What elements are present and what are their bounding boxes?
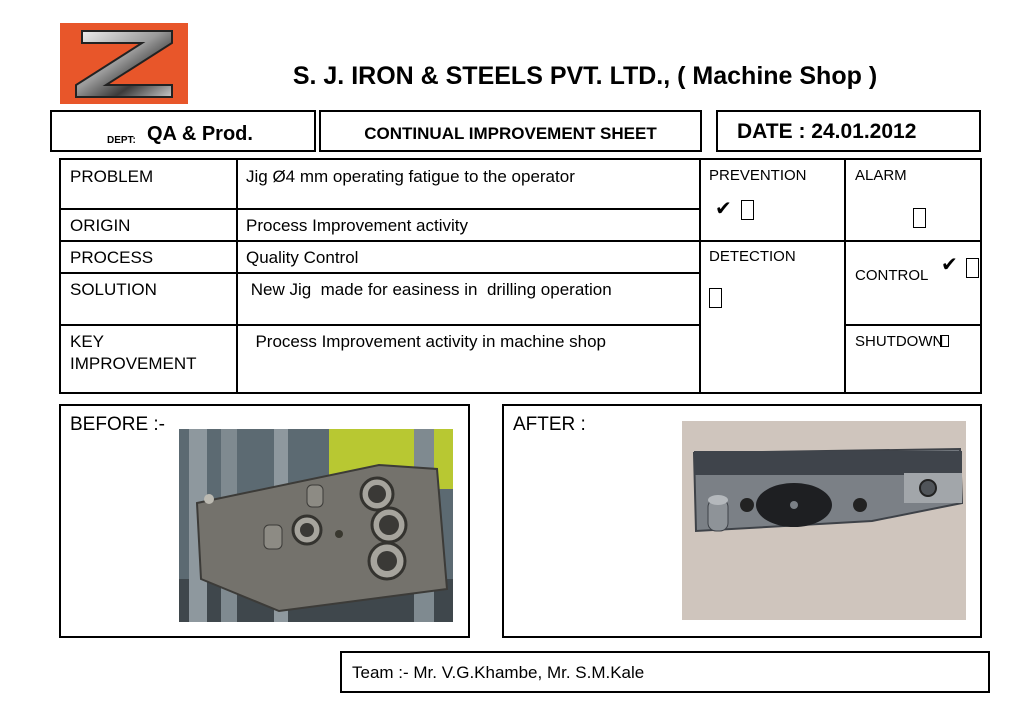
row-value-origin: Process Improvement activity [246, 216, 469, 235]
dept-value: QA & Prod. [147, 123, 253, 145]
team-members: Team :- Mr. V.G.Khambe, Mr. S.M.Kale [340, 651, 990, 693]
row-label-key-improvement: KEY IMPROVEMENT [70, 332, 197, 373]
sheet-date: DATE : 24.01.2012 [716, 110, 981, 152]
row-value-key-improvement: Process Improvement activity in machine shop [246, 332, 606, 351]
improvement-table [59, 158, 982, 394]
row-value-solution: New Jig made for easiness in drilling operation [246, 280, 612, 299]
prevention-label: PREVENTION [709, 167, 807, 184]
alarm-checkbox[interactable] [913, 208, 926, 228]
new-jig-photo [682, 421, 966, 620]
prevention-checkbox[interactable] [741, 200, 754, 220]
detection-checkbox[interactable] [709, 288, 722, 308]
row-value-process: Quality Control [246, 248, 359, 267]
alarm-label: ALARM [855, 167, 907, 184]
company-title: S. J. IRON & STEELS PVT. LTD., ( Machine Shop ) [292, 62, 878, 90]
z-letter-logo-icon [60, 23, 188, 104]
detection-label: DETECTION [709, 248, 796, 265]
company-logo [60, 23, 188, 104]
before-panel [59, 404, 470, 638]
row-label-process: PROCESS [70, 248, 154, 267]
row-label-origin: ORIGIN [70, 216, 131, 235]
after-label: AFTER : [513, 414, 586, 435]
prevention-check-icon: ✔ [715, 198, 732, 220]
shutdown-label: SHUTDOWN [855, 333, 944, 350]
control-check-icon: ✔ [941, 254, 958, 276]
dept-box [50, 110, 316, 152]
after-panel [502, 404, 982, 638]
row-label-problem: PROBLEM [70, 167, 154, 186]
row-value-problem: Jig Ø4 mm operating fatigue to the operator [246, 167, 575, 186]
shutdown-checkbox[interactable] [940, 335, 949, 347]
control-checkbox[interactable] [966, 258, 979, 278]
before-label: BEFORE :- [70, 414, 166, 435]
dept-label: DEPT: [107, 135, 136, 146]
row-label-solution: SOLUTION [70, 280, 157, 299]
old-jig-plate-photo [179, 429, 453, 622]
sheet-title: CONTINUAL IMPROVEMENT SHEET [319, 110, 702, 152]
control-label: CONTROL [855, 267, 929, 284]
